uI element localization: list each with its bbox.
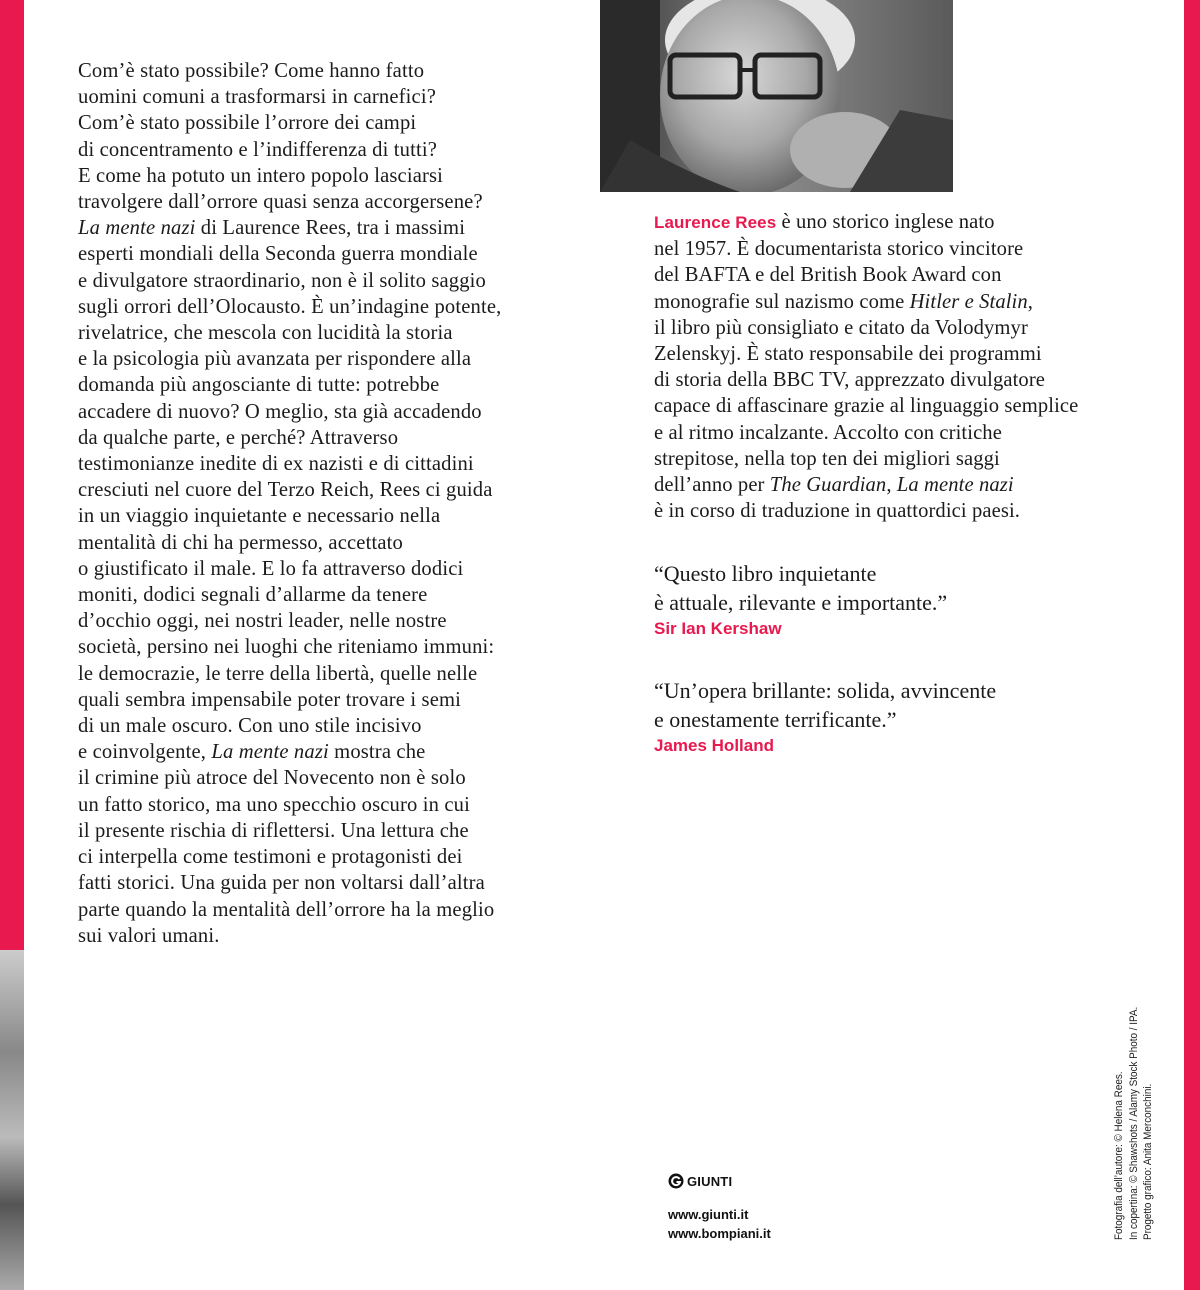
quote-kershaw (654, 559, 1134, 639)
cover-photo-edge (0, 950, 24, 1290)
giunti-logo-icon (668, 1173, 684, 1189)
quote-author: Sir Ian Kershaw (654, 619, 782, 638)
website-link[interactable]: www.bompiani.it (668, 1226, 771, 1241)
blurb-line: mentalità di chi ha permesso, accettato (78, 531, 403, 554)
quote-holland (654, 676, 1134, 756)
quote-line: è attuale, rilevante e importante.” (654, 590, 948, 615)
bio-line (654, 472, 1134, 498)
bio-line: strepitose, nella top ten dei migliori saggi (654, 447, 1000, 470)
blurb-line: moniti, dodici segnali d’allarme da tenere (78, 584, 428, 607)
right-red-edge (1184, 0, 1200, 1290)
website-link[interactable]: www.giunti.it (668, 1207, 749, 1222)
blurb-line: da qualche parte, e perché? Attraverso (78, 426, 399, 449)
blurb-line: di un male oscuro. Con uno stile incisivo (78, 715, 422, 738)
quote-line: “Un’opera brillante: solida, avvincente (654, 678, 997, 703)
giunti-logo-text: GIUNTI (687, 1173, 733, 1189)
blurb-line: e divulgatore straordinario, non è il solito saggio (78, 269, 487, 292)
bio-line (654, 289, 1134, 315)
book-title: Hitler e Stalin (909, 290, 1028, 313)
blurb-line: società, persino nei luoghi che riteniamo immuni: (78, 636, 495, 659)
publisher-websites (668, 1205, 771, 1243)
blurb-line: rivelatrice, che mescola con lucidità la storia (78, 322, 453, 345)
bio-line: Zelenskyj. È stato responsabile dei programmi (654, 343, 1042, 366)
bio-line: il libro più consigliato e citato da Volodymyr (654, 316, 1028, 339)
blurb-line: sugli orrori dell’Olocausto. È un’indagine potente, (78, 295, 502, 318)
blurb-line: il presente rischia di riflettersi. Una lettura che (78, 819, 469, 842)
blurb-line: ci interpella come testimoni e protagonisti dei (78, 846, 463, 869)
credit-line: Progetto grafico: Anita Merconchini. (1142, 1083, 1154, 1240)
photo-credits (1112, 988, 1156, 1240)
blurb-line: sui valori umani. (78, 924, 220, 947)
book-title: La mente nazi (896, 474, 1014, 497)
blurb-line: il crimine più atroce del Novecento non è solo (78, 767, 466, 790)
blurb-line: accadere di nuovo? O meglio, sta già accadendo (78, 400, 482, 423)
blurb-line: cresciuti nel cuore del Terzo Reich, Rees ci guida (78, 479, 493, 502)
bio-line: è in corso di traduzione in quattordici paesi. (654, 500, 1021, 523)
blurb-line: travolgere dall’orrore quasi senza accorgersene? (78, 191, 483, 214)
bio-text: , (886, 474, 897, 497)
blurb-line: le democrazie, le terre della libertà, quelle nelle (78, 662, 478, 685)
blurb-line: testimonianze inedite di ex nazisti e di cittadini (78, 453, 474, 476)
credit-line: Fotografia dell’autore: © Helena Rees. (1113, 1071, 1125, 1240)
author-name: Laurence Rees (654, 213, 777, 232)
quote-line: “Questo libro inquietante (654, 561, 877, 586)
left-red-edge (0, 0, 24, 1290)
author-photo (600, 0, 953, 192)
blurb-text: di Laurence Rees, tra i massimi (195, 217, 466, 240)
book-title: La mente nazi (78, 217, 196, 240)
blurb-line: quali sembra impensabile poter trovare i semi (78, 688, 462, 711)
bio-line: capace di affascinare grazie al linguaggio semplice (654, 395, 1079, 418)
bio-line: del BAFTA e del British Book Award con (654, 264, 1002, 287)
blurb-line: e la psicologia più avanzata per rispondere alla (78, 348, 472, 371)
giunti-logo (668, 1173, 771, 1189)
back-cover-blurb (78, 58, 556, 949)
bio-text: , (1027, 290, 1034, 313)
bio-line: di storia della BBC TV, apprezzato divulgatore (654, 369, 1046, 392)
blurb-line (78, 215, 556, 241)
bio-text: è uno storico inglese nato (776, 211, 995, 233)
blurb-line: di concentramento e l’indifferenza di tutti? (78, 138, 438, 161)
bio-line: e al ritmo incalzante. Accolto con critiche (654, 421, 1002, 444)
publisher-block (668, 1173, 771, 1243)
bio-line (654, 209, 1134, 236)
author-portrait-image (600, 0, 953, 192)
quote-author: James Holland (654, 736, 774, 755)
book-title: La mente nazi (211, 741, 329, 764)
blurb-text: e coinvolgente, (78, 741, 212, 764)
blurb-line: o giustificato il male. E lo fa attraverso dodici (78, 557, 464, 580)
credit-line: In copertina: © Shawshots / Alamy Stock Photo / IPA. (1127, 1006, 1140, 1240)
bio-text: dell’anno per (654, 474, 770, 497)
bio-text: monografie sul nazismo come (654, 290, 910, 313)
blurb-line: Com’è stato possibile l’orrore dei campi (78, 112, 417, 135)
blurb-line: uomini comuni a trasformarsi in carnefici? (78, 86, 436, 109)
blurb-line: d’occhio oggi, nei nostri leader, nelle nostre (78, 610, 447, 633)
blurb-line: un fatto storico, ma uno specchio oscuro in cui (78, 793, 470, 816)
blurb-line: E come ha potuto un intero popolo lasciarsi (78, 164, 444, 187)
blurb-text: mostra che (328, 741, 426, 764)
blurb-line: esperti mondiali della Seconda guerra mondiale (78, 243, 478, 266)
blurb-line: domanda più angosciante di tutte: potrebbe (78, 374, 440, 397)
bio-line: nel 1957. È documentarista storico vincitore (654, 238, 1024, 261)
blurb-line: Com’è stato possibile? Come hanno fatto (78, 60, 425, 82)
newspaper-title: The Guardian (769, 474, 887, 497)
blurb-line: in un viaggio inquietante e necessario nella (78, 505, 441, 528)
quote-line: e onestamente terrificante.” (654, 707, 897, 732)
author-bio (654, 209, 1134, 524)
blurb-line: parte quando la mentalità dell’orrore ha la meglio (78, 898, 495, 921)
blurb-line (78, 739, 556, 765)
blurb-line: fatti storici. Una guida per non voltarsi dall’altra (78, 872, 485, 895)
